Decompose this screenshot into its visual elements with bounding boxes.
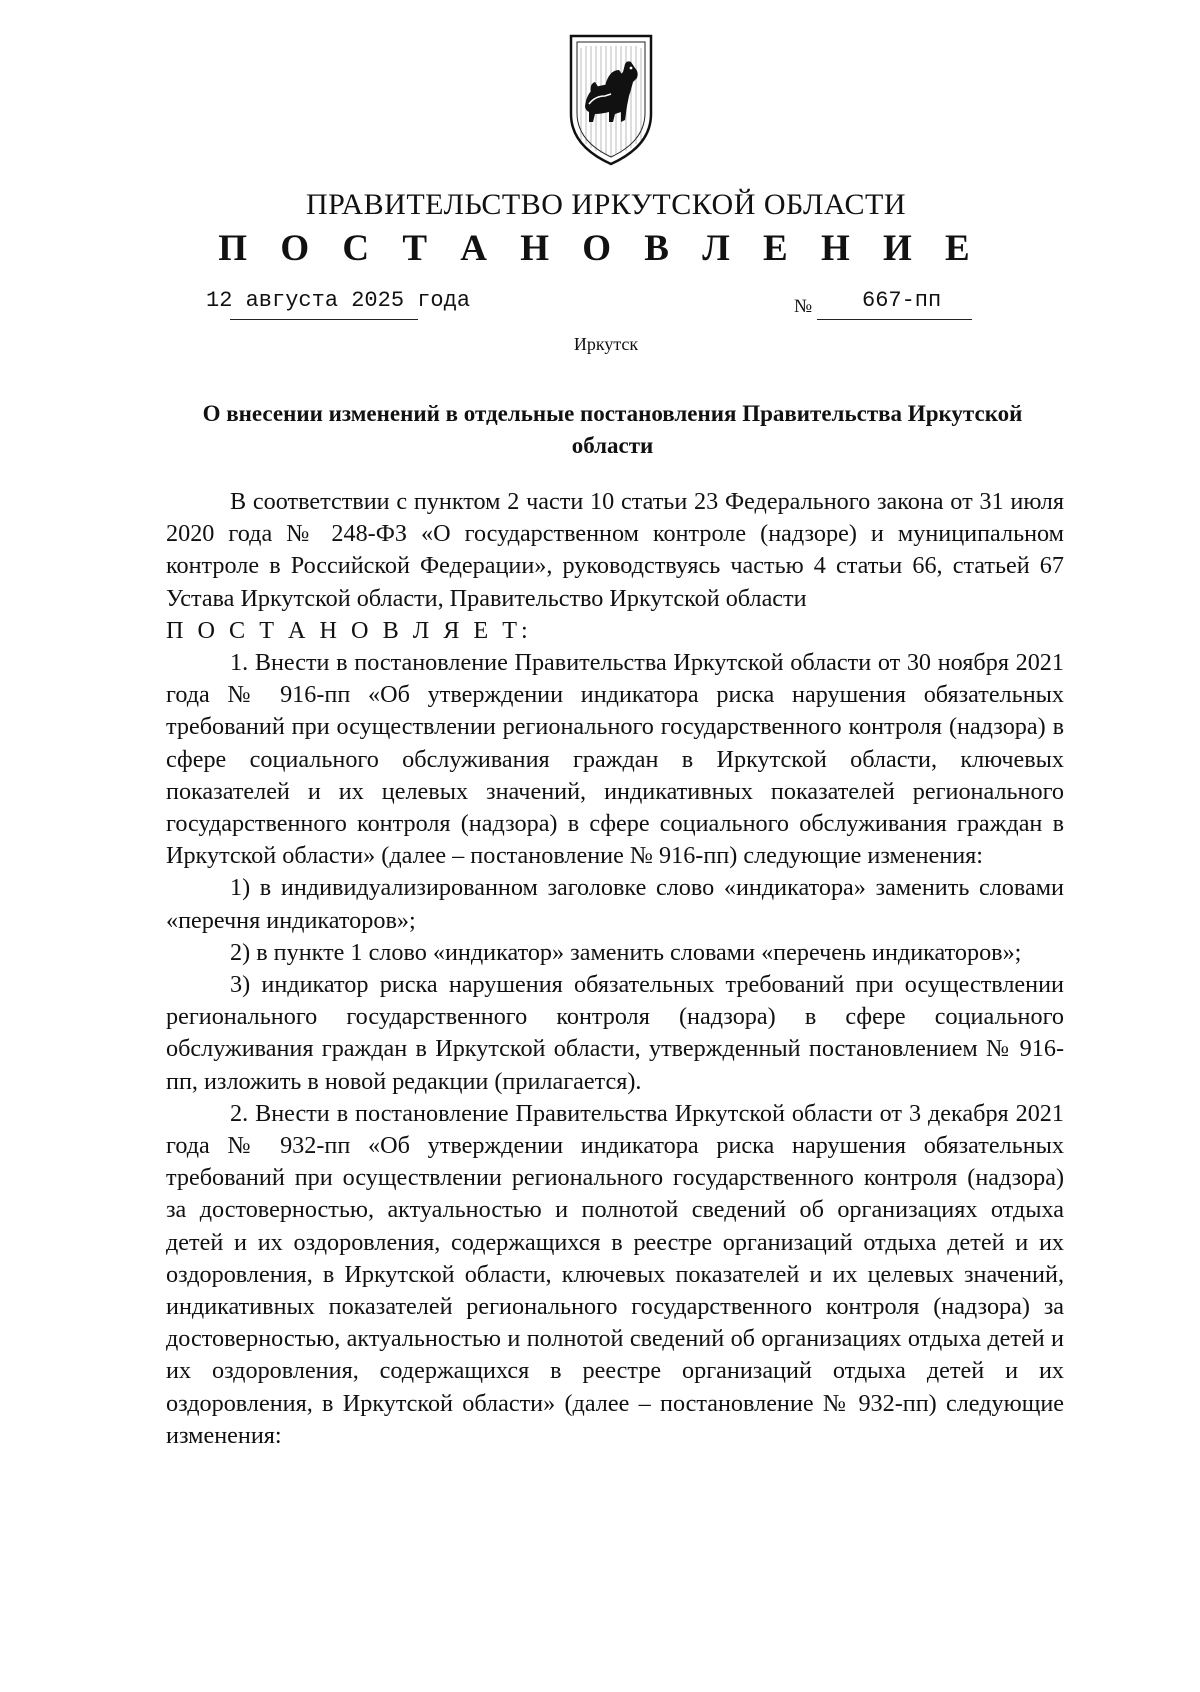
government-name: ПРАВИТЕЛЬСТВО ИРКУТСКОЙ ОБЛАСТИ xyxy=(305,188,907,221)
decree-word: П О С Т А Н О В Л Я Е Т: xyxy=(166,616,532,644)
number-underline xyxy=(817,319,972,320)
body-paragraph: 2) в пункте 1 слово «индикатор» заменить словами «перечень индикаторов»; xyxy=(230,938,1022,966)
document-title: О внесении изменений в отдельные постановления Правительства Иркутской области xyxy=(202,401,1023,458)
body-paragraph: 3) индикатор риска нарушения обязательных требований при осуществлении регионального государственного контроля (надзора) в сфере социального обслуживания граждан в Иркутской области, утвержденный постановлением № 916-пп, изложить в новой редакции (прилагается). xyxy=(166,971,1064,1095)
body-paragraph: 2. Внести в постановление Правительства Иркутской области от 3 декабря 2021 года № 932-пп «Об утверждении индикатора риска нарушения обязательных требований при осуществлении регионального государственного контроля (надзора) за достоверностью, актуальностью и полнотой сведений об организациях отдыха детей и их оздоровления, содержащихся в реестре организаций отдыха детей и их оздоровления, в Иркутской области, ключевых показателей и их целевых значений, индикативных показателей регионального государственного контроля (надзора) за достоверностью, актуальностью и полнотой сведений об организациях отдыха детей и их оздоровления, содержащихся в реестре организаций отдыха детей и их оздоровления, в Иркутской области» (далее – постановление № 932-пп) следующие изменения: xyxy=(166,1099,1064,1449)
body-paragraph: 1. Внести в постановление Правительства Иркутской области от 30 ноября 2021 года № 916-пп «Об утверждении индикатора риска нарушения обязательных требований при осуществлении регионального государственного контроля (надзора) в сфере социального обслуживания граждан в Иркутской области, ключевых показателей и их целевых значений, индикативных показателей регионального государственного контроля (надзора) в сфере социального обслуживания граждан в Иркутской области» (далее – постановление № 916-пп) следующие изменения: xyxy=(166,649,1064,870)
date-underline xyxy=(230,319,418,320)
body-paragraph: 1) в индивидуализированном заголовке слово «индикатора» заменить словами «перечня индикаторов»; xyxy=(166,874,1064,934)
document-number: 667-пп xyxy=(862,288,942,313)
coat-of-arms-icon xyxy=(565,30,657,170)
preamble-paragraph: В соответствии с пунктом 2 части 10 статьи 23 Федерального закона от 31 июля 2020 года № 248-ФЗ «О государственном контроле (надзоре) и муниципальном контроле в Российской Федерации», руководствуясь частью 4 статьи 66, статьей 67 Устава Иркутской области, Правительство Иркутской области xyxy=(166,488,1064,612)
document-date: 12 августа 2025 года xyxy=(206,288,471,313)
document-body xyxy=(166,486,1064,1452)
city-name: Иркутск xyxy=(573,334,639,354)
number-sign: № xyxy=(794,296,813,317)
document-type-heading: П О С Т А Н О В Л Е Н И Е xyxy=(218,228,982,269)
